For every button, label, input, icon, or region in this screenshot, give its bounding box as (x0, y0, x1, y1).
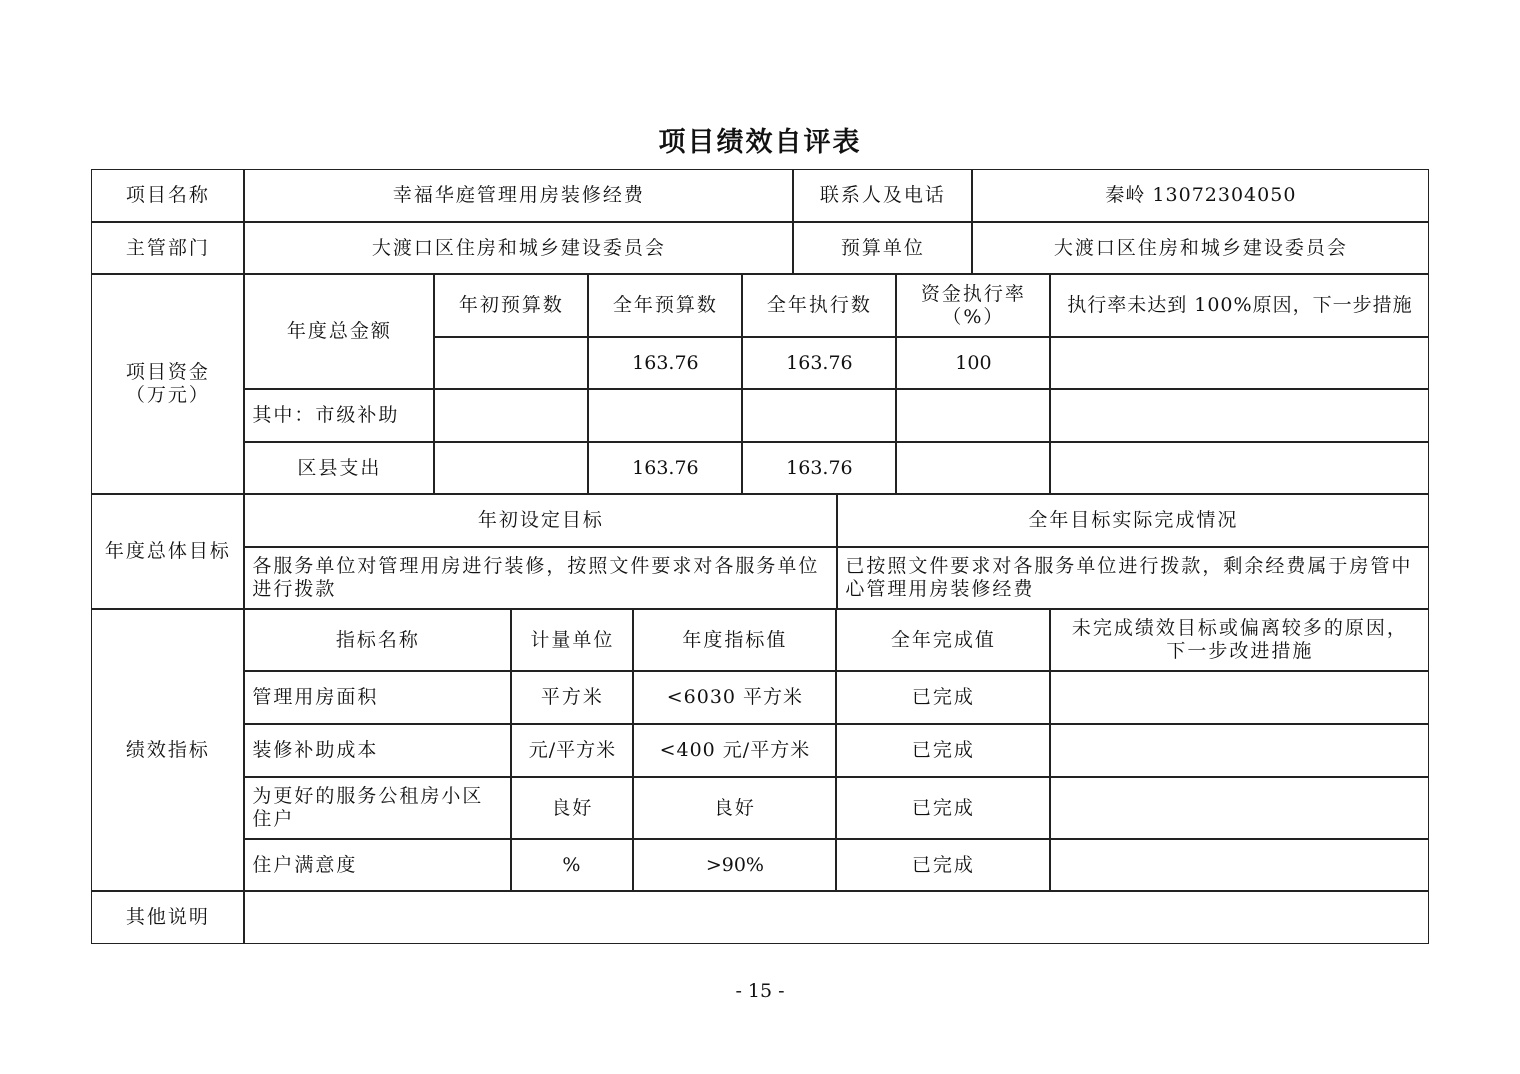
total-full-year: 163.76 (588, 337, 742, 389)
indicator-row-1-target: <6030 平方米 (633, 671, 836, 724)
header-initial-budget: 年初预算数 (434, 274, 588, 337)
goals-set-label: 年初设定目标 (244, 494, 837, 547)
header-target: 年度指标值 (633, 609, 836, 671)
indicator-row-1-completed: 已完成 (836, 671, 1050, 724)
goals-actual-text: 已按照文件要求对各服务单位进行拨款，剩余经费属于房管中心管理用房装修经费 (837, 547, 1429, 609)
budget-unit-label: 预算单位 (793, 222, 972, 274)
indicator-row-1-reason (1050, 671, 1429, 724)
total-rate: 100 (896, 337, 1050, 389)
district-full-year: 163.76 (588, 442, 742, 494)
district-rate (896, 442, 1050, 494)
header-completed: 全年完成值 (836, 609, 1050, 671)
city-initial (434, 389, 588, 442)
total-executed: 163.76 (742, 337, 896, 389)
dept-label: 主管部门 (91, 222, 244, 274)
other-label: 其他说明 (91, 891, 244, 944)
header-indicator-name: 指标名称 (244, 609, 511, 671)
indicator-row-2-reason (1050, 724, 1429, 777)
indicator-row-4-target: >90% (633, 839, 836, 891)
indicator-row-1-unit: 平方米 (511, 671, 633, 724)
city-subsidy-label: 其中：市级补助 (244, 389, 434, 442)
page-title: 项目绩效自评表 (658, 127, 862, 158)
header-execution-rate: 资金执行率（%） (896, 274, 1050, 337)
header-deviation-reason: 未完成绩效目标或偏离较多的原因，下一步改进措施 (1050, 609, 1429, 671)
total-reason (1050, 337, 1429, 389)
indicator-row-3-completed: 已完成 (836, 777, 1050, 839)
indicator-row-3-reason (1050, 777, 1429, 839)
city-executed (742, 389, 896, 442)
contact-value: 秦岭 13072304050 (972, 169, 1429, 222)
page-number: - 15 - (735, 980, 785, 1002)
header-executed: 全年执行数 (742, 274, 896, 337)
district-executed: 163.76 (742, 442, 896, 494)
other-text (244, 891, 1429, 944)
district-initial (434, 442, 588, 494)
total-initial (434, 337, 588, 389)
goals-actual-label: 全年目标实际完成情况 (837, 494, 1429, 547)
indicator-row-1-name: 管理用房面积 (244, 671, 511, 724)
annual-total-label: 年度总金额 (244, 274, 434, 389)
indicator-row-3-unit: 良好 (511, 777, 633, 839)
project-name-value: 幸福华庭管理用房装修经费 (244, 169, 793, 222)
city-rate (896, 389, 1050, 442)
indicator-row-2-name: 装修补助成本 (244, 724, 511, 777)
contact-label: 联系人及电话 (793, 169, 972, 222)
city-full-year (588, 389, 742, 442)
indicator-row-2-unit: 元/平方米 (511, 724, 633, 777)
funds-label: 项目资金（万元） (91, 274, 244, 494)
indicator-row-4-completed: 已完成 (836, 839, 1050, 891)
indicator-row-4-reason (1050, 839, 1429, 891)
indicator-row-4-unit: % (511, 839, 633, 891)
indicator-row-4-name: 住户满意度 (244, 839, 511, 891)
header-full-year-budget: 全年预算数 (588, 274, 742, 337)
district-expense-label: 区县支出 (244, 442, 434, 494)
indicator-row-3-name: 为更好的服务公租房小区住户 (244, 777, 511, 839)
indicator-row-2-target: <400 元/平方米 (633, 724, 836, 777)
dept-value: 大渡口区住房和城乡建设委员会 (244, 222, 793, 274)
goals-label: 年度总体目标 (91, 494, 244, 609)
indicator-row-2-completed: 已完成 (836, 724, 1050, 777)
budget-unit-value: 大渡口区住房和城乡建设委员会 (972, 222, 1429, 274)
header-unit: 计量单位 (511, 609, 633, 671)
indicator-row-3-target: 良好 (633, 777, 836, 839)
district-reason (1050, 442, 1429, 494)
project-name-label: 项目名称 (91, 169, 244, 222)
indicators-label: 绩效指标 (91, 609, 244, 891)
city-reason (1050, 389, 1429, 442)
header-reason: 执行率未达到 100%原因，下一步措施 (1050, 274, 1429, 337)
goals-set-text: 各服务单位对管理用房进行装修，按照文件要求对各服务单位进行拨款 (244, 547, 837, 609)
